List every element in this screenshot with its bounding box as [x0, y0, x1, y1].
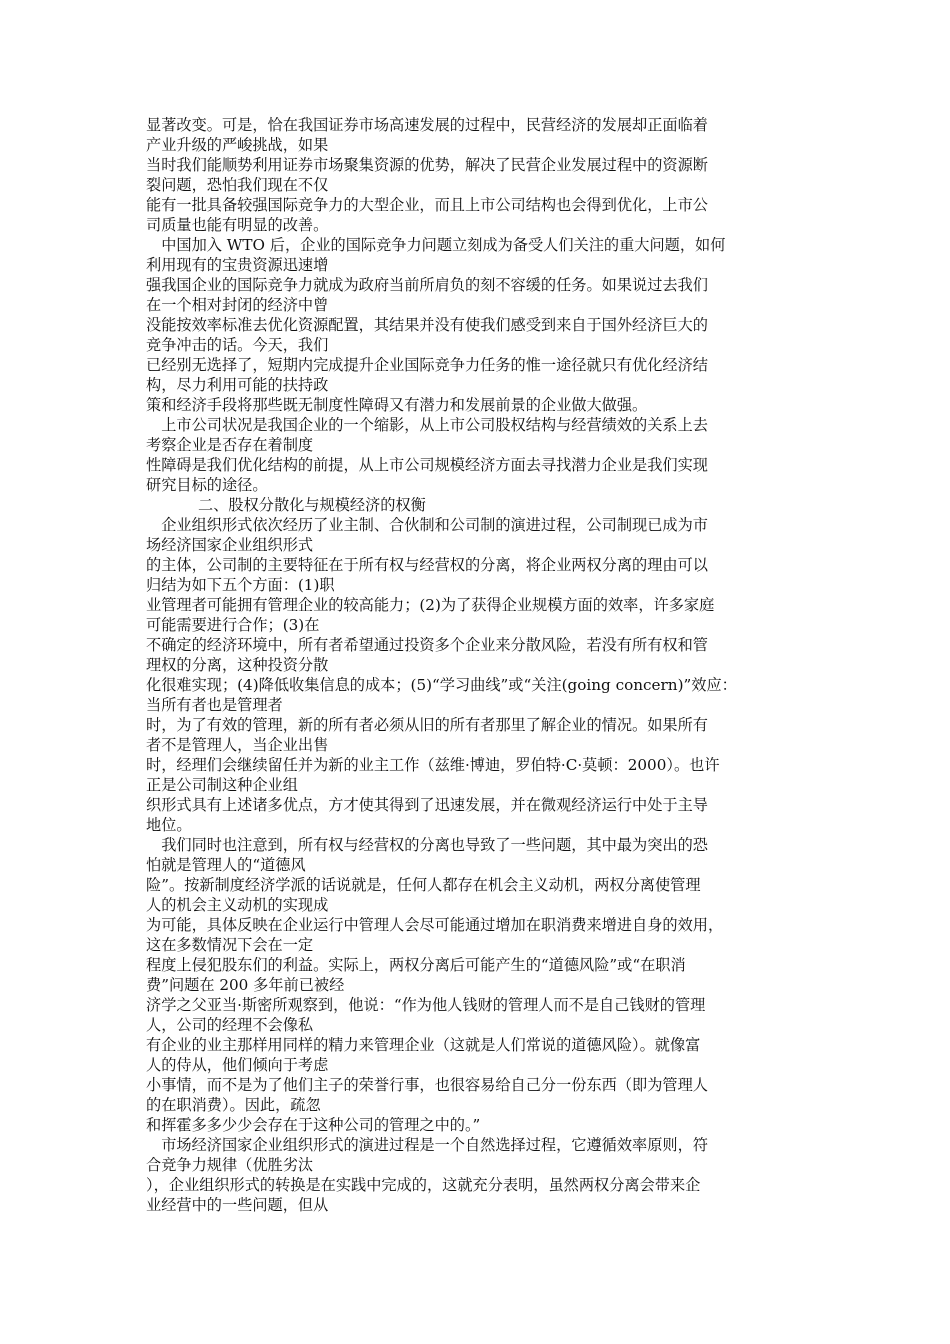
text-line: 业管理者可能拥有管理企业的较高能力；(2)为了获得企业规模方面的效率，许多家庭: [146, 596, 715, 614]
text-line: 业经营中的一些问题，但从: [146, 1196, 329, 1214]
text-line: 时，为了有效的管理，新的所有者必须从旧的所有者那里了解企业的情况。如果所有: [146, 716, 708, 734]
text-line: 费”问题在 200 多年前已被经: [146, 976, 345, 994]
text-line: 产业升级的严峻挑战，如果: [146, 136, 329, 154]
text-line: 地位。: [146, 816, 192, 834]
text-line: 小事情，而不是为了他们主子的荣誉行事，也很容易给自己分一份东西（即为管理人: [146, 1076, 708, 1094]
text-line: 人的机会主义动机的实现成: [146, 896, 329, 914]
text-line: 已经别无选择了，短期内完成提升企业国际竞争力任务的惟一途径就只有优化经济结: [146, 356, 708, 374]
text-line: 研究目标的途径。: [146, 476, 268, 494]
text-line: 在一个相对封闭的经济中曾: [146, 296, 329, 314]
text-line: 者不是管理人，当企业出售: [146, 736, 329, 754]
text-line: 的主体，公司制的主要特征在于所有权与经营权的分离，将企业两权分离的理由可以: [146, 556, 708, 574]
text-line: 可能需要进行合作；(3)在: [146, 616, 320, 634]
text-line: 险”。按新制度经济学派的话说就是，任何人都存在机会主义动机，两权分离使管理: [146, 876, 701, 894]
text-line: 司质量也能有明显的改善。: [146, 216, 329, 234]
text-line: 和挥霍多多少少会存在于这种公司的管理之中的。”: [146, 1116, 481, 1134]
text-line: 场经济国家企业组织形式: [146, 536, 314, 554]
text-line: 性障碍是我们优化结构的前提，从上市公司规模经济方面去寻找潜力企业是我们实现: [146, 456, 708, 474]
text-line: 中国加入 WTO 后，企业的国际竞争力问题立刻成为备受人们关注的重大问题，如何: [146, 236, 726, 254]
document-body: [146, 115, 810, 1215]
text-line: 济学之父亚当·斯密所观察到，他说：“作为他人钱财的管理人而不是自己钱财的管理: [146, 996, 706, 1014]
text-line: 理权的分离，这种投资分散: [146, 656, 329, 674]
text-line: 构，尽力利用可能的扶持政: [146, 376, 329, 394]
text-line: 当时我们能顺势利用证券市场聚集资源的优势，解决了民营企业发展过程中的资源断: [146, 156, 708, 174]
text-line: 人的侍从，他们倾向于考虑: [146, 1056, 329, 1074]
text-line: 这在多数情况下会在一定: [146, 936, 314, 954]
text-line: 显著改变。可是，恰在我国证券市场高速发展的过程中，民营经济的发展却正面临着: [146, 116, 708, 134]
text-line: 当所有者也是管理者: [146, 696, 283, 714]
section-heading: 二、股权分散化与规模经济的权衡: [198, 496, 426, 514]
text-line: 企业组织形式依次经历了业主制、合伙制和公司制的演进过程，公司制现已成为市: [146, 516, 708, 534]
text-line: 化很难实现；(4)降低收集信息的成本；(5)“学习曲线”或“关注(going concern)”效应：: [146, 676, 737, 694]
text-line: 我们同时也注意到，所有权与经营权的分离也导致了一些问题，其中最为突出的恐: [146, 836, 708, 854]
text-line: 正是公司制这种企业组: [146, 776, 298, 794]
text-line: 策和经济手段将那些既无制度性障碍又有潜力和发展前景的企业做大做强。: [146, 396, 648, 414]
text-line: 强我国企业的国际竞争力就成为政府当前所肩负的刻不容缓的任务。如果说过去我们: [146, 276, 708, 294]
text-line: 有企业的业主那样用同样的精力来管理企业（这就是人们常说的道德风险）。就像富: [146, 1036, 701, 1054]
text-line: 能有一批具备较强国际竞争力的大型企业，而且上市公司结构也会得到优化，上市公: [146, 196, 708, 214]
text-line: 考察企业是否存在着制度: [146, 436, 314, 454]
text-line: 织形式具有上述诸多优点，方才使其得到了迅速发展，并在微观经济运行中处于主导: [146, 796, 708, 814]
text-line: 利用现有的宝贵资源迅速增: [146, 256, 329, 274]
text-line: 程度上侵犯股东们的利益。实际上，两权分离后可能产生的“道德风险”或“在职消: [146, 956, 686, 974]
text-line: 怕就是管理人的“道德风: [146, 856, 306, 874]
text-line: 不确定的经济环境中，所有者希望通过投资多个企业来分散风险，若没有所有权和管: [146, 636, 708, 654]
text-line: 归结为如下五个方面：(1)职: [146, 576, 335, 594]
text-line: 竞争冲击的话。今天，我们: [146, 336, 329, 354]
text-line: ），企业组织形式的转换是在实践中完成的，这就充分表明，虽然两权分离会带来企: [146, 1176, 701, 1194]
text-line: 没能按效率标准去优化资源配置，其结果并没有使我们感受到来自于国外经济巨大的: [146, 316, 708, 334]
text-line: 的在职消费）。因此，疏忽: [146, 1096, 321, 1114]
text-line: 合竞争力规律（优胜劣汰: [146, 1156, 314, 1174]
text-line: 时，经理们会继续留任并为新的业主工作（兹维·博迪，罗伯特·C·莫顿：2000）。也许: [146, 756, 720, 774]
text-line: 为可能，具体反映在企业运行中管理人会尽可能通过增加在职消费来增进自身的效用，: [146, 916, 724, 934]
text-line: 市场经济国家企业组织形式的演进过程是一个自然选择过程，它遵循效率原则，符: [146, 1136, 708, 1154]
text-line: 上市公司状况是我国企业的一个缩影，从上市公司股权结构与经营绩效的关系上去: [146, 416, 708, 434]
text-line: 人，公司的经理不会像私: [146, 1016, 314, 1034]
text-line: 裂问题，恐怕我们现在不仅: [146, 176, 329, 194]
